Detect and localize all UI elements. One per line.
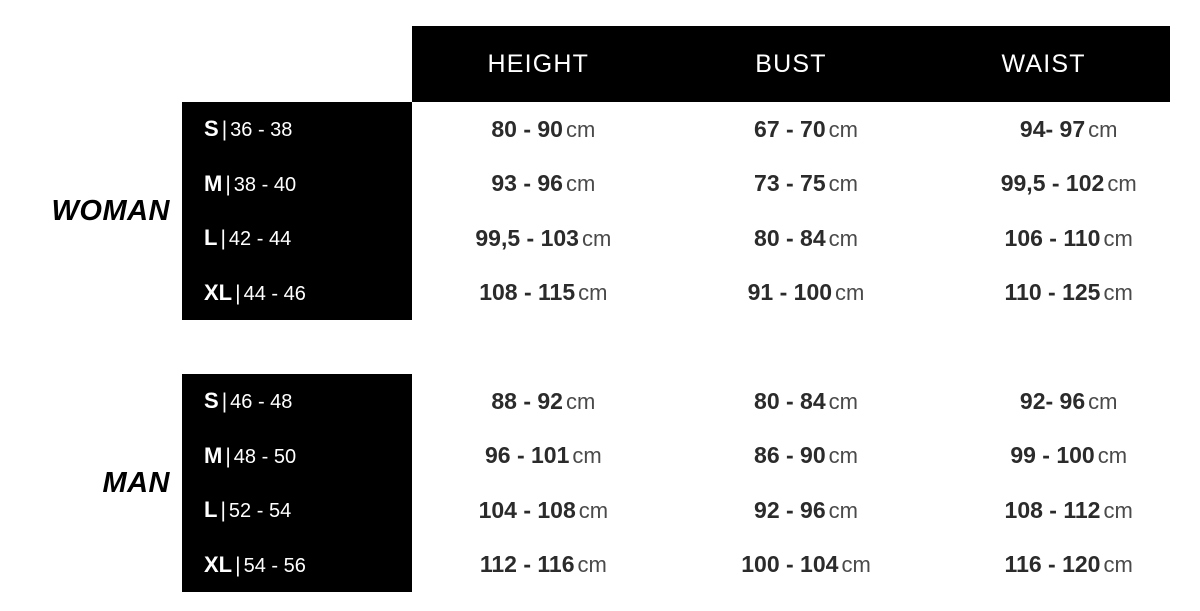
size-separator: | <box>235 553 241 577</box>
size-cell <box>182 443 412 469</box>
size-range: 44 - 46 <box>243 282 306 305</box>
size-code: M <box>204 170 223 196</box>
unit-label: cm <box>572 443 602 469</box>
size-range: 48 - 50 <box>233 445 297 468</box>
unit-label: cm <box>1103 225 1133 251</box>
section-man <box>0 374 1200 592</box>
height-value: 112 - 116 <box>479 551 575 578</box>
bust-cell <box>675 497 938 524</box>
size-cell <box>182 225 412 251</box>
bust-cell <box>675 116 938 143</box>
waist-cell <box>937 279 1200 306</box>
waist-value: 94- 97 <box>1019 115 1086 142</box>
unit-label: cm <box>828 225 858 251</box>
unit-label: cm <box>835 280 865 306</box>
size-cell <box>182 388 412 414</box>
waist-cell <box>937 497 1200 524</box>
waist-cell <box>937 116 1200 143</box>
unit-label: cm <box>1088 116 1118 142</box>
height-cell <box>412 551 675 578</box>
size-cell <box>182 552 412 578</box>
waist-value: 106 - 110 <box>1004 224 1101 251</box>
table-row <box>182 211 1200 266</box>
size-range: 42 - 44 <box>228 228 292 251</box>
size-separator: | <box>221 390 228 414</box>
size-cell <box>182 171 412 197</box>
height-value: 88 - 92 <box>491 387 563 414</box>
size-separator: | <box>235 281 241 305</box>
size-range: 54 - 56 <box>243 554 306 577</box>
table-row <box>182 429 1200 484</box>
height-cell <box>412 225 675 252</box>
size-range: 46 - 48 <box>230 391 293 414</box>
waist-value: 116 - 120 <box>1004 551 1101 578</box>
height-value: 96 - 101 <box>484 442 570 469</box>
bust-cell <box>675 279 938 306</box>
table-header-row <box>412 26 1170 102</box>
size-code: S <box>204 116 219 142</box>
unit-label: cm <box>1103 280 1133 306</box>
unit-label: cm <box>1103 552 1133 578</box>
section-label-man: MAN <box>102 466 170 499</box>
size-code: XL <box>204 551 233 577</box>
size-separator: | <box>225 172 231 196</box>
bust-value: 86 - 90 <box>754 442 826 469</box>
unit-label: cm <box>828 388 858 414</box>
column-header-bust: BUST <box>755 49 827 78</box>
table-row <box>182 266 1200 321</box>
unit-label: cm <box>578 280 608 306</box>
table-row <box>182 102 1200 157</box>
bust-value: 73 - 75 <box>754 170 826 197</box>
table-row <box>182 538 1200 593</box>
column-header-height: HEIGHT <box>487 49 590 78</box>
size-code: L <box>204 225 218 251</box>
unit-label: cm <box>565 388 596 414</box>
unit-label: cm <box>828 116 858 142</box>
size-cell <box>182 280 412 306</box>
size-range: 36 - 38 <box>230 119 293 142</box>
table-row <box>182 374 1200 429</box>
unit-label: cm <box>565 171 596 197</box>
unit-label: cm <box>1097 443 1128 469</box>
height-cell <box>412 170 675 197</box>
size-code: XL <box>204 279 233 305</box>
size-cell <box>182 497 412 523</box>
bust-cell <box>675 225 938 252</box>
unit-label: cm <box>577 552 607 578</box>
size-separator: | <box>225 444 231 468</box>
size-cell <box>182 116 412 142</box>
unit-label: cm <box>1088 388 1118 414</box>
waist-value: 99,5 - 102 <box>1000 170 1105 197</box>
waist-cell <box>937 442 1200 469</box>
size-separator: | <box>220 227 226 251</box>
bust-value: 100 - 104 <box>741 551 839 578</box>
unit-label: cm <box>578 497 609 523</box>
bust-value: 80 - 84 <box>754 387 826 414</box>
waist-value: 110 - 125 <box>1004 279 1101 306</box>
bust-cell <box>675 551 938 578</box>
column-header-waist: WAIST <box>1001 49 1086 78</box>
table-row <box>182 483 1200 538</box>
unit-label: cm <box>1107 171 1137 197</box>
size-separator: | <box>220 499 226 523</box>
size-code: S <box>204 388 219 414</box>
size-range: 38 - 40 <box>233 173 297 196</box>
waist-cell <box>937 170 1200 197</box>
section-rows-man <box>182 374 1200 592</box>
unit-label: cm <box>828 171 858 197</box>
height-value: 99,5 - 103 <box>475 224 579 251</box>
section-woman <box>0 102 1200 320</box>
height-cell <box>412 497 675 524</box>
unit-label: cm <box>841 552 871 578</box>
unit-label: cm <box>828 497 858 523</box>
waist-value: 92- 96 <box>1019 387 1086 414</box>
section-rows-woman <box>182 102 1200 320</box>
bust-cell <box>675 442 938 469</box>
bust-value: 67 - 70 <box>754 115 826 142</box>
height-value: 104 - 108 <box>478 496 576 523</box>
height-value: 93 - 96 <box>491 170 563 197</box>
size-separator: | <box>221 118 228 142</box>
table-row <box>182 157 1200 212</box>
waist-value: 99 - 100 <box>1010 442 1095 469</box>
height-cell <box>412 279 675 306</box>
bust-value: 91 - 100 <box>747 279 833 306</box>
waist-value: 108 - 112 <box>1004 496 1101 523</box>
bust-cell <box>675 388 938 415</box>
height-value: 108 - 115 <box>479 279 576 306</box>
section-label-woman: WOMAN <box>51 194 170 227</box>
waist-cell <box>937 225 1200 252</box>
waist-cell <box>937 388 1200 415</box>
height-cell <box>412 388 675 415</box>
bust-value: 92 - 96 <box>754 496 826 523</box>
bust-cell <box>675 170 938 197</box>
height-cell <box>412 442 675 469</box>
unit-label: cm <box>1103 497 1133 523</box>
height-value: 80 - 90 <box>491 115 563 142</box>
waist-cell <box>937 551 1200 578</box>
bust-value: 80 - 84 <box>754 224 826 251</box>
size-code: M <box>204 442 223 468</box>
unit-label: cm <box>581 225 612 251</box>
height-cell <box>412 116 675 143</box>
size-code: L <box>204 497 218 523</box>
unit-label: cm <box>828 443 858 469</box>
size-range: 52 - 54 <box>228 500 292 523</box>
unit-label: cm <box>565 116 596 142</box>
